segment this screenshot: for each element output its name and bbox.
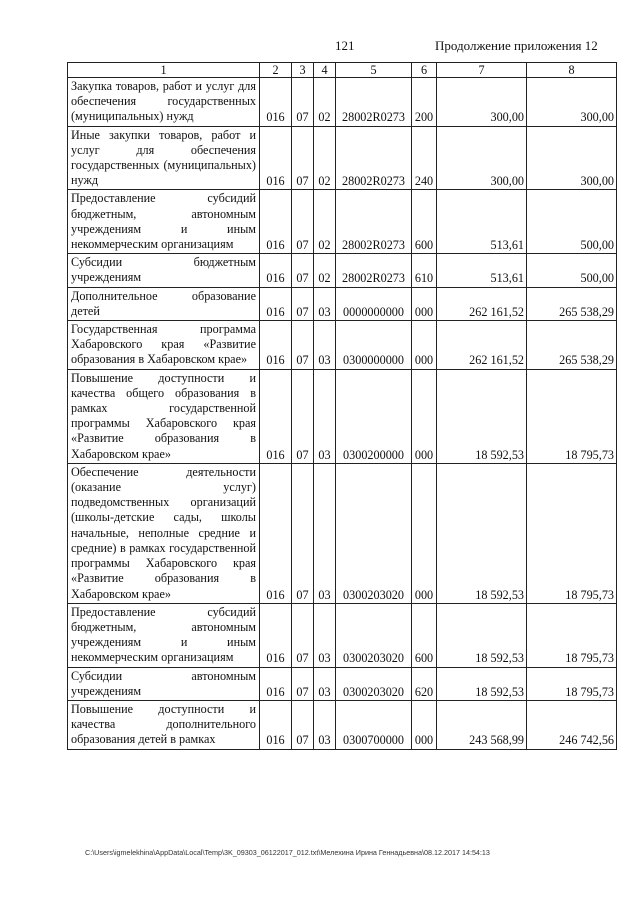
- table-row: [68, 126, 617, 190]
- ministry-code: 016: [260, 78, 292, 127]
- row-name: Повышение доступности и качества общего образования в рамках государственной программы Хабаровского края «Развитие образования в Хабаровском крае»: [68, 369, 260, 463]
- amount-2018: 300,00: [437, 78, 527, 127]
- table-row: [68, 321, 617, 370]
- target-code: 0300000000: [336, 321, 412, 370]
- amount-2019: 18 795,73: [527, 463, 617, 603]
- row-name: Закупка товаров, работ и услуг для обеспечения государственных (муниципальных) нужд: [68, 78, 260, 127]
- row-name: Дополнительное образование детей: [68, 287, 260, 320]
- column-header: 2: [260, 63, 292, 78]
- subsection-code: 03: [314, 463, 336, 603]
- target-code: 0300200000: [336, 369, 412, 463]
- section-code: 07: [292, 254, 314, 287]
- row-name: Субсидии автономным учреждениям: [68, 667, 260, 700]
- ministry-code: 016: [260, 700, 292, 749]
- budget-table: [67, 62, 617, 750]
- ministry-code: 016: [260, 254, 292, 287]
- section-code: 07: [292, 287, 314, 320]
- row-name: Иные закупки товаров, работ и услуг для обеспечения государственных (муниципальных) нужд: [68, 126, 260, 190]
- target-code: 28002R0273: [336, 190, 412, 254]
- expense-type-code: 600: [412, 603, 437, 667]
- subsection-code: 02: [314, 78, 336, 127]
- subsection-code: 02: [314, 126, 336, 190]
- expense-type-code: 000: [412, 700, 437, 749]
- amount-2019: 246 742,56: [527, 700, 617, 749]
- continuation-label: Продолжение приложения 12: [435, 38, 598, 53]
- amount-2019: 18 795,73: [527, 369, 617, 463]
- target-code: 28002R0273: [336, 254, 412, 287]
- ministry-code: 016: [260, 287, 292, 320]
- amount-2018: 243 568,99: [437, 700, 527, 749]
- table-row: [68, 667, 617, 700]
- subsection-code: 03: [314, 321, 336, 370]
- row-name: Предоставление субсидий бюджетным, автономным учреждениям и иным некоммерческим организациям: [68, 603, 260, 667]
- file-path-footer: C:\Users\igmelekhina\AppData\Local\Temp\3K_09303_06122017_012.txt\Мелехина Ирина Геннадьевна\08.12.2017 14:54:13: [85, 848, 490, 857]
- expense-type-code: 200: [412, 78, 437, 127]
- subsection-code: 03: [314, 287, 336, 320]
- ministry-code: 016: [260, 603, 292, 667]
- table-row: [68, 190, 617, 254]
- amount-2019: 265 538,29: [527, 287, 617, 320]
- section-code: 07: [292, 463, 314, 603]
- table-row: [68, 369, 617, 463]
- ministry-code: 016: [260, 667, 292, 700]
- table-row: [68, 463, 617, 603]
- column-header: 6: [412, 63, 437, 78]
- subsection-code: 02: [314, 254, 336, 287]
- expense-type-code: 600: [412, 190, 437, 254]
- ministry-code: 016: [260, 321, 292, 370]
- amount-2019: 300,00: [527, 126, 617, 190]
- amount-2019: 18 795,73: [527, 667, 617, 700]
- subsection-code: 03: [314, 603, 336, 667]
- expense-type-code: 000: [412, 463, 437, 603]
- column-header: 7: [437, 63, 527, 78]
- amount-2018: 300,00: [437, 126, 527, 190]
- ministry-code: 016: [260, 463, 292, 603]
- row-name: Субсидии бюджетным учреждениям: [68, 254, 260, 287]
- section-code: 07: [292, 667, 314, 700]
- amount-2018: 262 161,52: [437, 321, 527, 370]
- section-code: 07: [292, 78, 314, 127]
- subsection-code: 03: [314, 700, 336, 749]
- table-row: [68, 78, 617, 127]
- row-name: Предоставление субсидий бюджетным, автономным учреждениям и иным некоммерческим организациям: [68, 190, 260, 254]
- column-header: 4: [314, 63, 336, 78]
- ministry-code: 016: [260, 190, 292, 254]
- column-header: 5: [336, 63, 412, 78]
- table-row: [68, 254, 617, 287]
- column-header: 8: [527, 63, 617, 78]
- column-header: 3: [292, 63, 314, 78]
- row-name: Обеспечение деятельности (оказание услуг) подведомственных организаций (школы-детские сады, школы начальные, неполные средние и средние) в рамках государственной программы Хабаровского края «Развитие образования в Хабаровском крае»: [68, 463, 260, 603]
- target-code: 0300203020: [336, 603, 412, 667]
- subsection-code: 03: [314, 369, 336, 463]
- subsection-code: 03: [314, 667, 336, 700]
- target-code: 0000000000: [336, 287, 412, 320]
- section-code: 07: [292, 190, 314, 254]
- amount-2018: 513,61: [437, 254, 527, 287]
- amount-2019: 300,00: [527, 78, 617, 127]
- section-code: 07: [292, 603, 314, 667]
- amount-2019: 500,00: [527, 190, 617, 254]
- table-row: [68, 287, 617, 320]
- section-code: 07: [292, 700, 314, 749]
- section-code: 07: [292, 369, 314, 463]
- amount-2018: 18 592,53: [437, 369, 527, 463]
- target-code: 28002R0273: [336, 126, 412, 190]
- expense-type-code: 620: [412, 667, 437, 700]
- column-header: 1: [68, 63, 260, 78]
- amount-2019: 500,00: [527, 254, 617, 287]
- ministry-code: 016: [260, 126, 292, 190]
- expense-type-code: 610: [412, 254, 437, 287]
- subsection-code: 02: [314, 190, 336, 254]
- amount-2018: 513,61: [437, 190, 527, 254]
- row-name: Государственная программа Хабаровского края «Развитие образования в Хабаровском крае»: [68, 321, 260, 370]
- target-code: 0300700000: [336, 700, 412, 749]
- target-code: 0300203020: [336, 463, 412, 603]
- header-row: [68, 63, 617, 78]
- amount-2019: 265 538,29: [527, 321, 617, 370]
- expense-type-code: 000: [412, 321, 437, 370]
- amount-2018: 18 592,53: [437, 463, 527, 603]
- amount-2018: 262 161,52: [437, 287, 527, 320]
- ministry-code: 016: [260, 369, 292, 463]
- amount-2018: 18 592,53: [437, 603, 527, 667]
- expense-type-code: 240: [412, 126, 437, 190]
- amount-2019: 18 795,73: [527, 603, 617, 667]
- target-code: 28002R0273: [336, 78, 412, 127]
- section-code: 07: [292, 321, 314, 370]
- table-row: [68, 603, 617, 667]
- table-row: [68, 700, 617, 749]
- section-code: 07: [292, 126, 314, 190]
- amount-2018: 18 592,53: [437, 667, 527, 700]
- expense-type-code: 000: [412, 369, 437, 463]
- expense-type-code: 000: [412, 287, 437, 320]
- page-number: 121: [335, 38, 355, 53]
- row-name: Повышение доступности и качества дополнительного образования детей в рамках: [68, 700, 260, 749]
- target-code: 0300203020: [336, 667, 412, 700]
